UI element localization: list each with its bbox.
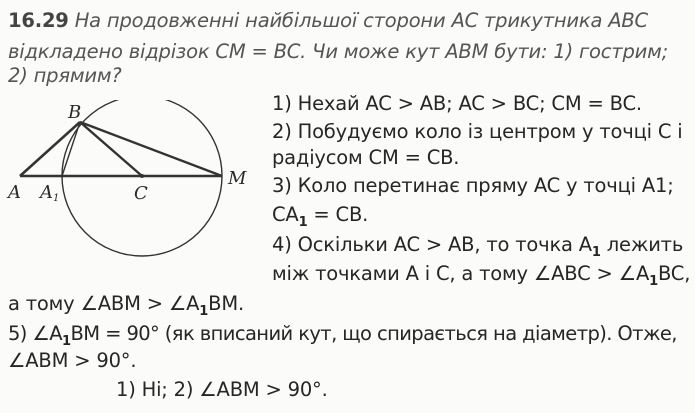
solution-step-3b	[272, 203, 368, 235]
solution-step-3b-pre: CA	[272, 203, 299, 226]
problem-line-3	[8, 64, 122, 88]
label-a: A	[8, 182, 21, 203]
problem-text-1: На продовженні найбільшої сторони AC трикутника ABC	[74, 9, 648, 32]
solution-step-4b	[272, 262, 690, 294]
solution-step-4b-sub: 1	[649, 273, 658, 289]
solution-step-4c-pre: а тому ∠ABM > ∠A	[8, 292, 200, 315]
answer-text: 1) Ні; 2) ∠ABM > 90°.	[116, 378, 328, 401]
point-a1	[60, 174, 63, 177]
solution-step-5b-text: ∠ABM > 90°.	[8, 349, 137, 372]
solution-step-5a-post: BM = 90° (як вписаний кут, що спирається на діаметр). Отже,	[70, 322, 677, 345]
solution-step-2b-text: радіусом CM = CB.	[272, 146, 460, 169]
problem-text-2: відкладено відрізок CM = BC. Чи може кут ABM бути: 1) гострим;	[8, 40, 668, 63]
segment-bc	[80, 122, 142, 176]
solution-step-2a	[272, 120, 683, 144]
solution-step-4b-post: BC,	[657, 262, 691, 285]
solution-step-3a-text: 3) Коло перетинає пряму AC у точці A1;	[272, 174, 674, 197]
label-a1	[38, 182, 59, 204]
solution-step-2a-text: 2) Побудуємо коло із центром у точці C і	[272, 120, 683, 143]
problem-line-2	[8, 40, 668, 64]
solution-step-4a-sub: 1	[591, 244, 601, 260]
solution-step-4a-pre: 4) Оскільки AC > AB, то точка A	[272, 233, 592, 256]
label-b: B	[68, 102, 82, 123]
solution-step-5a-sub: 1	[62, 333, 71, 349]
problem-text-3: 2) прямим?	[8, 64, 122, 87]
solution-step-4a-post: лежить	[600, 233, 684, 256]
solution-step-4c	[8, 292, 244, 324]
solution-step-1	[272, 92, 642, 116]
problem-line-1	[8, 9, 648, 33]
label-m: M	[228, 168, 247, 189]
label-a1-sub: 1	[53, 193, 60, 204]
solution-step-2b	[272, 146, 459, 170]
solution-step-3b-post: = CB.	[307, 203, 369, 226]
answer	[116, 378, 328, 402]
solution-step-3b-sub: 1	[298, 214, 308, 230]
label-a1-letter: A	[40, 182, 53, 203]
solution-step-4c-sub: 1	[199, 303, 209, 319]
segment-bm	[80, 122, 222, 176]
solution-step-5a-pre: 5) ∠A	[8, 322, 63, 345]
point-c	[140, 174, 144, 178]
problem-number: 16.29	[8, 9, 69, 32]
geometry-figure	[0, 100, 270, 265]
solution-step-4b-pre: між точками A і C, а тому ∠ABC > ∠A	[272, 262, 650, 285]
solution-step-4a	[272, 233, 683, 265]
solution-step-3a	[272, 174, 674, 198]
solution-step-1-text: 1) Нехай AC > AB; AC > BC; CM = BC.	[272, 92, 642, 115]
label-c: C	[134, 183, 148, 204]
solution-step-4c-post: BM.	[208, 292, 244, 315]
solution-step-5b	[8, 349, 136, 373]
